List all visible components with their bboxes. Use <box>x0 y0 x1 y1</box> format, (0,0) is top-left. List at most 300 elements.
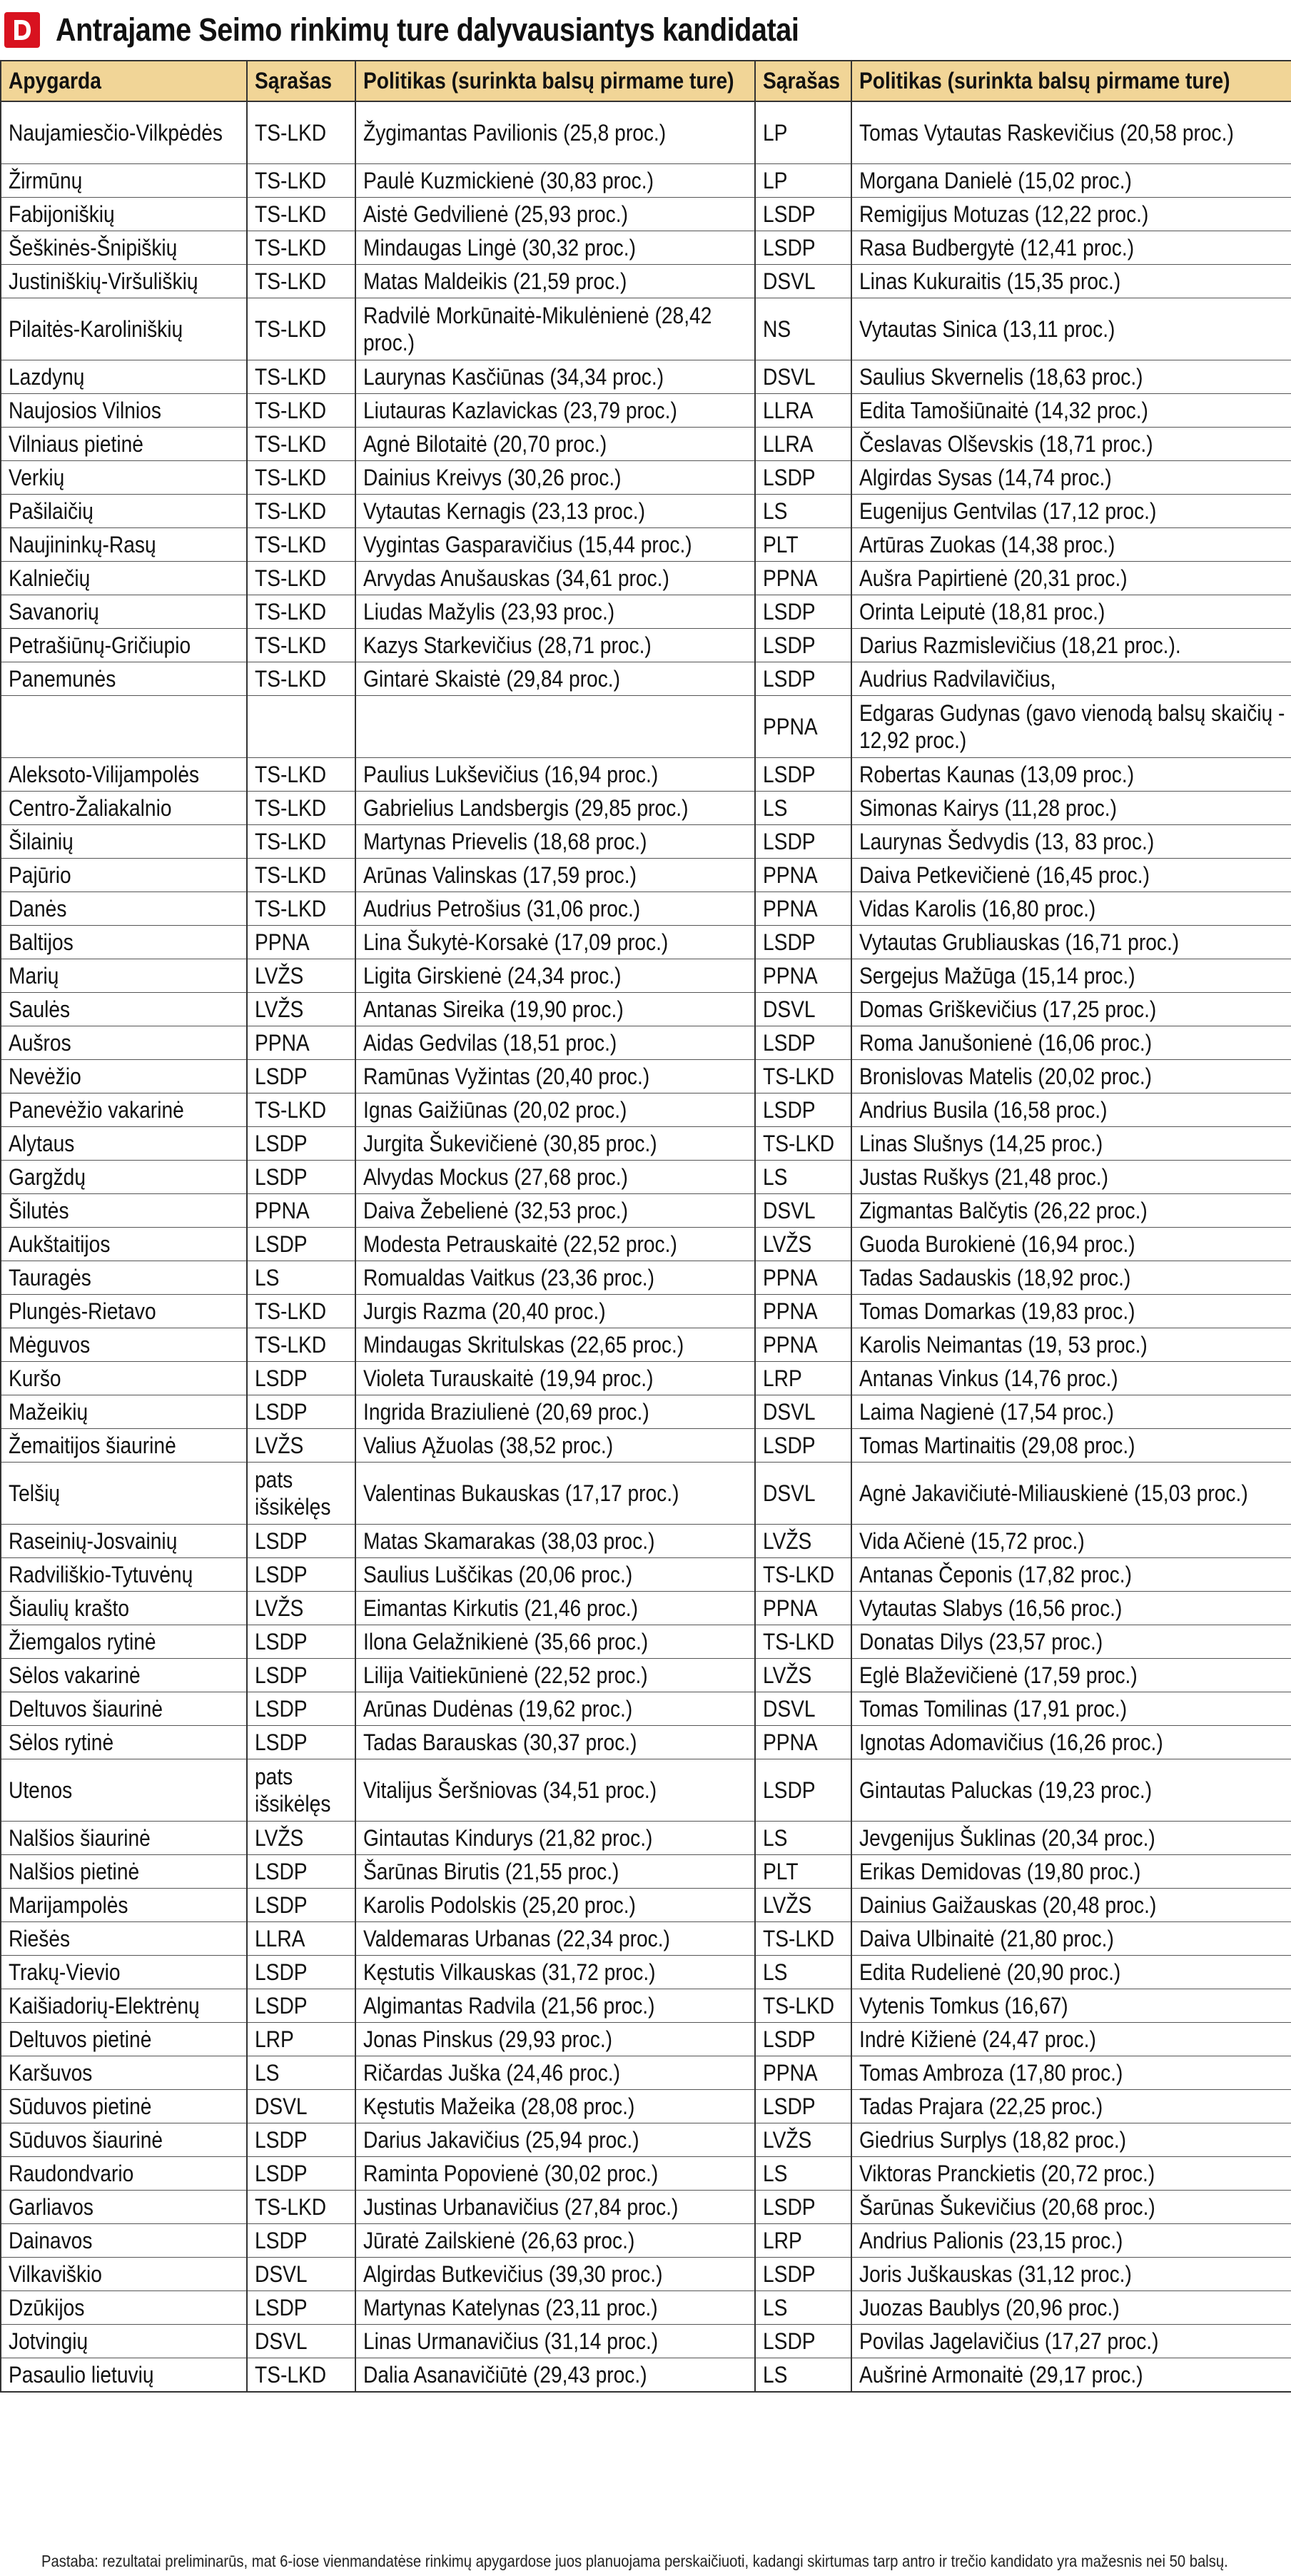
politician-1-cell <box>355 1525 755 1558</box>
politician-2-cell <box>851 1429 1291 1463</box>
politician-2-cell <box>851 1060 1291 1093</box>
cell-text: TS-LKD <box>763 1926 835 1951</box>
table-row <box>1 298 1291 360</box>
cell-text: Povilas Jagelavičius (17,27 proc.) <box>859 2328 1159 2354</box>
politician-1-cell <box>355 1395 755 1429</box>
district-cell <box>1 1328 247 1362</box>
cell-text: LSDP <box>255 1629 308 1655</box>
header-list-1 <box>247 61 355 101</box>
politician-1-cell <box>355 198 755 231</box>
cell-text: LVŽS <box>763 1892 812 1918</box>
cell-text: Indrė Kižienė (24,47 proc.) <box>859 2026 1096 2052</box>
cell-text: Arūnas Valinskas (17,59 proc.) <box>363 862 637 888</box>
cell-text: Guoda Burokienė (16,94 proc.) <box>859 1231 1135 1257</box>
politician-2-cell <box>851 1395 1291 1429</box>
cell-text: Vitalijus Šeršniovas (34,51 proc.) <box>363 1777 657 1803</box>
politician-1-cell <box>355 1228 755 1261</box>
district-cell <box>1 164 247 198</box>
politician-2-cell <box>851 461 1291 495</box>
candidates-table-wrap <box>0 60 1291 2393</box>
politician-1-cell <box>355 1889 755 1922</box>
cell-text: PLT <box>763 532 799 557</box>
table-row <box>1 696 1291 758</box>
district-cell <box>1 629 247 662</box>
cell-text: Alvydas Mockus (27,68 proc.) <box>363 1164 628 1190</box>
cell-text: Bronislovas Matelis (20,02 proc.) <box>859 1064 1153 1089</box>
table-row <box>1 428 1291 461</box>
politician-2-cell <box>851 2123 1291 2157</box>
district-cell <box>1 394 247 428</box>
table-row <box>1 629 1291 662</box>
politician-1-cell <box>355 265 755 298</box>
district-cell <box>1 1194 247 1228</box>
cell-text: TS-LKD <box>255 498 327 524</box>
cell-text: Laurynas Šedvydis (13, 83 proc.) <box>859 829 1155 854</box>
table-row <box>1 2090 1291 2123</box>
table-row <box>1 993 1291 1026</box>
table-row <box>1 1295 1291 1328</box>
cell-text: Violeta Turauskaitė (19,94 proc.) <box>363 1365 654 1391</box>
cell-text: Tauragės <box>9 1265 91 1290</box>
cell-text: LSDP <box>255 1562 308 1587</box>
list-1-cell <box>247 1625 355 1659</box>
cell-text: Edita Rudelienė (20,90 proc.) <box>859 1959 1121 1985</box>
table-row <box>1 1922 1291 1956</box>
cell-text: LSDP <box>763 2261 816 2287</box>
table-row <box>1 1956 1291 1989</box>
table-row <box>1 1759 1291 1822</box>
cell-text: PPNA <box>255 929 310 955</box>
politician-1-cell <box>355 758 755 792</box>
cell-text: pats išsikėlęs <box>255 1467 331 1520</box>
cell-text: Žemaitijos šiaurinė <box>9 1433 176 1458</box>
politician-1-cell <box>355 825 755 859</box>
cell-text: Tomas Tomilinas (17,91 proc.) <box>859 1696 1128 1722</box>
cell-text: LSDP <box>255 1528 308 1554</box>
cell-text: LSDP <box>763 929 816 955</box>
cell-text: PPNA <box>255 1030 310 1056</box>
cell-text: DSVL <box>255 2328 308 2354</box>
politician-2-cell <box>851 528 1291 562</box>
politician-2-cell <box>851 1194 1291 1228</box>
list-2-cell <box>755 859 851 892</box>
cell-text: TS-LKD <box>255 120 327 146</box>
politician-2-cell <box>851 1692 1291 1726</box>
politician-2-cell <box>851 428 1291 461</box>
cell-text: Linas Slušnys (14,25 proc.) <box>859 1131 1103 1156</box>
politician-1-cell <box>355 1362 755 1395</box>
cell-text: Raseinių-Josvainių <box>9 1528 178 1554</box>
table-row <box>1 1525 1291 1558</box>
cell-text: LVŽS <box>255 996 304 1022</box>
cell-text: Jotvingių <box>9 2328 88 2354</box>
politician-1-cell <box>355 1463 755 1525</box>
cell-text: LSDP <box>763 666 816 692</box>
cell-text: TS-LKD <box>255 364 327 390</box>
cell-text: LVŽS <box>255 1825 304 1851</box>
politician-2-cell <box>851 394 1291 428</box>
politician-1-cell <box>355 1956 755 1989</box>
politician-2-cell <box>851 2325 1291 2358</box>
list-1-cell <box>247 1261 355 1295</box>
cell-text: Daiva Ulbinaitė (21,80 proc.) <box>859 1926 1114 1951</box>
list-1-cell <box>247 1525 355 1558</box>
cell-text: Dainius Gaižauskas (20,48 proc.) <box>859 1892 1157 1918</box>
politician-1-cell <box>355 2291 755 2325</box>
cell-text: Jurgita Šukevičienė (30,85 proc.) <box>363 1131 657 1156</box>
politician-2-cell <box>851 1362 1291 1395</box>
cell-text: LS <box>255 1265 280 1290</box>
list-2-cell <box>755 1362 851 1395</box>
cell-text: Paulė Kuzmickienė (30,83 proc.) <box>363 168 654 193</box>
cell-text: Justiniškių-Viršuliškių <box>9 268 198 294</box>
list-1-cell <box>247 1026 355 1060</box>
politician-2-cell <box>851 1956 1291 1989</box>
cell-text: LS <box>763 2161 788 2186</box>
cell-text: Ignotas Adomavičius (16,26 proc.) <box>859 1729 1163 1755</box>
cell-text: Robertas Kaunas (13,09 proc.) <box>859 762 1135 787</box>
cell-text: Nalšios šiaurinė <box>9 1825 151 1851</box>
list-2-cell <box>755 1161 851 1194</box>
district-cell <box>1 265 247 298</box>
list-2-cell <box>755 959 851 993</box>
candidates-table <box>0 60 1291 2393</box>
table-row <box>1 1889 1291 1922</box>
cell-text: LS <box>763 1164 788 1190</box>
cell-text: NS <box>763 316 791 342</box>
cell-text: Plungės-Rietavo <box>9 1298 156 1324</box>
cell-text: Antanas Sireika (19,90 proc.) <box>363 996 624 1022</box>
cell-text: Vytenis Tomkus (16,67) <box>859 1993 1068 2019</box>
politician-2-cell <box>851 2023 1291 2056</box>
list-1-cell <box>247 298 355 360</box>
cell-text: LS <box>763 795 788 821</box>
politician-1-cell <box>355 959 755 993</box>
politician-2-cell <box>851 1726 1291 1759</box>
cell-text: PPNA <box>763 963 818 989</box>
table-row <box>1 1822 1291 1855</box>
cell-text: Aušra Papirtienė (20,31 proc.) <box>859 565 1128 591</box>
list-1-cell <box>247 1855 355 1889</box>
cell-text: PPNA <box>763 1332 818 1358</box>
cell-text: Valentinas Bukauskas (17,17 proc.) <box>363 1480 679 1506</box>
list-2-cell <box>755 428 851 461</box>
district-cell <box>1 758 247 792</box>
politician-2-cell <box>851 2090 1291 2123</box>
cell-text: TS-LKD <box>255 2194 327 2220</box>
politician-2-cell <box>851 892 1291 926</box>
cell-text: LSDP <box>255 2295 308 2320</box>
list-1-cell <box>247 595 355 629</box>
cell-text: TS-LKD <box>763 1629 835 1655</box>
cell-text: Kuršo <box>9 1365 61 1391</box>
cell-text: DSVL <box>763 1198 816 1223</box>
list-1-cell <box>247 2258 355 2291</box>
cell-text: TS-LKD <box>255 268 327 294</box>
cell-text: Algirdas Sysas (14,74 proc.) <box>859 465 1112 490</box>
district-cell <box>1 528 247 562</box>
list-1-cell <box>247 461 355 495</box>
cell-text: DSVL <box>763 1399 816 1425</box>
cell-text: Kaišiadorių-Elektrėnų <box>9 1993 200 2019</box>
cell-text: LP <box>763 168 788 193</box>
politician-1-cell <box>355 926 755 959</box>
cell-text: Gintarė Skaistė (29,84 proc.) <box>363 666 620 692</box>
list-1-cell <box>247 1889 355 1922</box>
politician-2-cell <box>851 1261 1291 1295</box>
cell-text: PPNA <box>763 896 818 921</box>
cell-text: Martynas Prievelis (18,68 proc.) <box>363 829 647 854</box>
politician-1-cell <box>355 528 755 562</box>
cell-text: Algimantas Radvila (21,56 proc.) <box>363 1993 655 2019</box>
cell-text: Tadas Barauskas (30,37 proc.) <box>363 1729 637 1755</box>
list-1-cell <box>247 1659 355 1692</box>
district-cell <box>1 428 247 461</box>
cell-text: Darius Razmislevičius (18,21 proc.). <box>859 632 1181 658</box>
list-2-cell <box>755 926 851 959</box>
cell-text: LSDP <box>255 1164 308 1190</box>
district-cell <box>1 1161 247 1194</box>
cell-text: Saulius Skvernelis (18,63 proc.) <box>859 364 1143 390</box>
cell-text: Zigmantas Balčytis (26,22 proc.) <box>859 1198 1148 1223</box>
table-row <box>1 859 1291 892</box>
district-cell <box>1 1855 247 1889</box>
list-1-cell <box>247 758 355 792</box>
cell-text: Šilutės <box>9 1198 69 1223</box>
cell-text: Juozas Baublys (20,96 proc.) <box>859 2295 1120 2320</box>
list-2-cell <box>755 231 851 265</box>
list-2-cell <box>755 2023 851 2056</box>
cell-text: Pasaulio lietuvių <box>9 2362 154 2388</box>
politician-1-cell <box>355 1592 755 1625</box>
cell-text: Sūduvos pietinė <box>9 2093 152 2119</box>
politician-2-cell <box>851 1328 1291 1362</box>
cell-text: Morgana Danielė (15,02 proc.) <box>859 168 1132 193</box>
cell-text: Ingrida Braziulienė (20,69 proc.) <box>363 1399 649 1425</box>
cell-text: PPNA <box>763 1729 818 1755</box>
table-row <box>1 101 1291 164</box>
politician-1-cell <box>355 1295 755 1328</box>
cell-text: LSDP <box>255 1993 308 2019</box>
politician-2-cell <box>851 1161 1291 1194</box>
table-row <box>1 360 1291 394</box>
list-1-cell <box>247 2191 355 2224</box>
cell-text: Daiva Žebelienė (32,53 proc.) <box>363 1198 628 1223</box>
cell-text: LSDP <box>763 2328 816 2354</box>
cell-text: Panevėžio vakarinė <box>9 1097 184 1123</box>
cell-text: Ignas Gaižiūnas (20,02 proc.) <box>363 1097 627 1123</box>
cell-text: LLRA <box>255 1926 305 1951</box>
table-row <box>1 1228 1291 1261</box>
cell-text: Matas Maldeikis (21,59 proc.) <box>363 268 627 294</box>
cell-text: Sergejus Mažūga (15,14 proc.) <box>859 963 1135 989</box>
district-cell <box>1 696 247 758</box>
cell-text: Raudondvario <box>9 2161 134 2186</box>
cell-text: LVŽS <box>763 1231 812 1257</box>
list-2-cell <box>755 1625 851 1659</box>
cell-text: TS-LKD <box>255 565 327 591</box>
cell-text: Valius Ąžuolas (38,52 proc.) <box>363 1433 614 1458</box>
footnote: Pastaba: rezultatai preliminarūs, mat 6-iose vienmandatėse rinkimų apygardose juos planuojama perskaičiuoti, kadangi skirtumas tarp antro ir trečio kandidato yra mažesnis nei 50 balsų. <box>41 2552 1228 2570</box>
politician-1-cell <box>355 1625 755 1659</box>
cell-text: LSDP <box>255 1131 308 1156</box>
list-2-cell <box>755 1127 851 1161</box>
cell-text: LS <box>255 2060 280 2086</box>
cell-text: Orinta Leiputė (18,81 proc.) <box>859 599 1105 625</box>
cell-text: Nalšios pietinė <box>9 1859 140 1884</box>
cell-text: Panemunės <box>9 666 116 692</box>
cell-text: Raminta Popovienė (30,02 proc.) <box>363 2161 659 2186</box>
cell-text: PPNA <box>763 714 818 739</box>
table-row <box>1 1659 1291 1692</box>
politician-1-cell <box>355 101 755 164</box>
table-row <box>1 1362 1291 1395</box>
list-2-cell <box>755 2056 851 2090</box>
table-row <box>1 1592 1291 1625</box>
politician-2-cell <box>851 1592 1291 1625</box>
district-cell <box>1 1261 247 1295</box>
list-1-cell <box>247 101 355 164</box>
politician-2-cell <box>851 101 1291 164</box>
politician-1-cell <box>355 461 755 495</box>
cell-text: PPNA <box>763 862 818 888</box>
list-1-cell <box>247 1759 355 1822</box>
district-cell <box>1 1692 247 1726</box>
cell-text: Dainavos <box>9 2228 93 2253</box>
table-row <box>1 1429 1291 1463</box>
politician-1-cell <box>355 164 755 198</box>
politician-1-cell <box>355 662 755 696</box>
title-bar <box>0 0 1291 60</box>
list-2-cell <box>755 2258 851 2291</box>
politician-2-cell <box>851 1295 1291 1328</box>
cell-text: Vilniaus pietinė <box>9 431 143 457</box>
cell-text: LS <box>763 1959 788 1985</box>
cell-text: Šarūnas Šukevičius (20,68 proc.) <box>859 2194 1155 2220</box>
table-row <box>1 2023 1291 2056</box>
politician-1-cell <box>355 696 755 758</box>
cell-text: Mėguvos <box>9 1332 91 1358</box>
cell-text: TS-LKD <box>763 1562 835 1587</box>
district-cell <box>1 1127 247 1161</box>
cell-text: Vidas Karolis (16,80 proc.) <box>859 896 1096 921</box>
district-cell <box>1 1625 247 1659</box>
list-2-cell <box>755 758 851 792</box>
politician-1-cell <box>355 2090 755 2123</box>
politician-2-cell <box>851 926 1291 959</box>
list-2-cell <box>755 562 851 595</box>
politician-1-cell <box>355 1060 755 1093</box>
politician-2-cell <box>851 1659 1291 1692</box>
cell-text: LSDP <box>763 1777 816 1803</box>
politician-1-cell <box>355 1161 755 1194</box>
politician-2-cell <box>851 792 1291 825</box>
list-1-cell <box>247 2090 355 2123</box>
cell-text: LRP <box>763 1365 802 1391</box>
cell-text: LSDP <box>255 2161 308 2186</box>
cell-text: LSDP <box>763 1030 816 1056</box>
table-row <box>1 1558 1291 1592</box>
cell-text: Vytautas Sinica (13,11 proc.) <box>859 316 1115 342</box>
cell-text: TS-LKD <box>255 762 327 787</box>
header-politician-1 <box>355 61 755 101</box>
politician-2-cell <box>851 2157 1291 2191</box>
cell-text: Kazys Starkevičius (28,71 proc.) <box>363 632 652 658</box>
politician-2-cell <box>851 231 1291 265</box>
table-row <box>1 825 1291 859</box>
cell-text: LSDP <box>255 1696 308 1722</box>
list-2-cell <box>755 1558 851 1592</box>
politician-1-cell <box>355 1726 755 1759</box>
cell-text: Arūnas Dudėnas (19,62 proc.) <box>363 1696 633 1722</box>
cell-text: Vytautas Grubliauskas (16,71 proc.) <box>859 929 1180 955</box>
politician-2-cell <box>851 1525 1291 1558</box>
politician-2-cell <box>851 1889 1291 1922</box>
cell-text: Jonas Pinskus (29,93 proc.) <box>363 2026 613 2052</box>
cell-text: Aušrinė Armonaitė (29,17 proc.) <box>859 2362 1143 2388</box>
table-row <box>1 1328 1291 1362</box>
cell-text: Baltijos <box>9 929 74 955</box>
list-1-cell <box>247 562 355 595</box>
list-2-cell <box>755 2291 851 2325</box>
cell-text: LSDP <box>255 1064 308 1089</box>
list-2-cell <box>755 595 851 629</box>
cell-text: Radviliškio-Tytuvėnų <box>9 1562 193 1587</box>
politician-2-cell <box>851 2056 1291 2090</box>
cell-text: Artūras Zuokas (14,38 proc.) <box>859 532 1115 557</box>
cell-text: Mindaugas Lingė (30,32 proc.) <box>363 235 636 261</box>
table-row <box>1 495 1291 528</box>
cell-text: Žiemgalos rytinė <box>9 1629 156 1655</box>
cell-text: DSVL <box>255 2261 308 2287</box>
politician-1-cell <box>355 1659 755 1692</box>
cell-text: Lilija Vaitiekūnienė (22,52 proc.) <box>363 1662 648 1688</box>
district-cell <box>1 1989 247 2023</box>
list-1-cell <box>247 993 355 1026</box>
cell-text: Vida Ačienė (15,72 proc.) <box>859 1528 1085 1554</box>
list-2-cell <box>755 1194 851 1228</box>
district-cell <box>1 1060 247 1093</box>
politician-2-cell <box>851 662 1291 696</box>
list-1-cell <box>247 892 355 926</box>
cell-text: Aistė Gedvilienė (25,93 proc.) <box>363 201 628 227</box>
list-2-cell <box>755 1989 851 2023</box>
politician-1-cell <box>355 360 755 394</box>
politician-2-cell <box>851 360 1291 394</box>
header-label: Politikas (surinkta balsų pirmame ture) <box>363 68 734 94</box>
cell-text: LSDP <box>255 1365 308 1391</box>
list-1-cell <box>247 1295 355 1328</box>
politician-2-cell <box>851 2291 1291 2325</box>
cell-text: Vytautas Kernagis (23,13 proc.) <box>363 498 645 524</box>
table-body <box>1 101 1291 2392</box>
table-row <box>1 595 1291 629</box>
politician-1-cell <box>355 1558 755 1592</box>
cell-text: LSDP <box>763 762 816 787</box>
list-1-cell <box>247 1692 355 1726</box>
cell-text: TS-LKD <box>255 235 327 261</box>
table-row <box>1 1060 1291 1093</box>
district-cell <box>1 1362 247 1395</box>
district-cell <box>1 792 247 825</box>
list-1-cell <box>247 2325 355 2358</box>
cell-text: Trakų-Vievio <box>9 1959 121 1985</box>
list-2-cell <box>755 1592 851 1625</box>
table-row <box>1 2258 1291 2291</box>
district-cell <box>1 595 247 629</box>
cell-text: Sūduvos šiaurinė <box>9 2127 163 2153</box>
cell-text: Mindaugas Skritulskas (22,65 proc.) <box>363 1332 684 1358</box>
